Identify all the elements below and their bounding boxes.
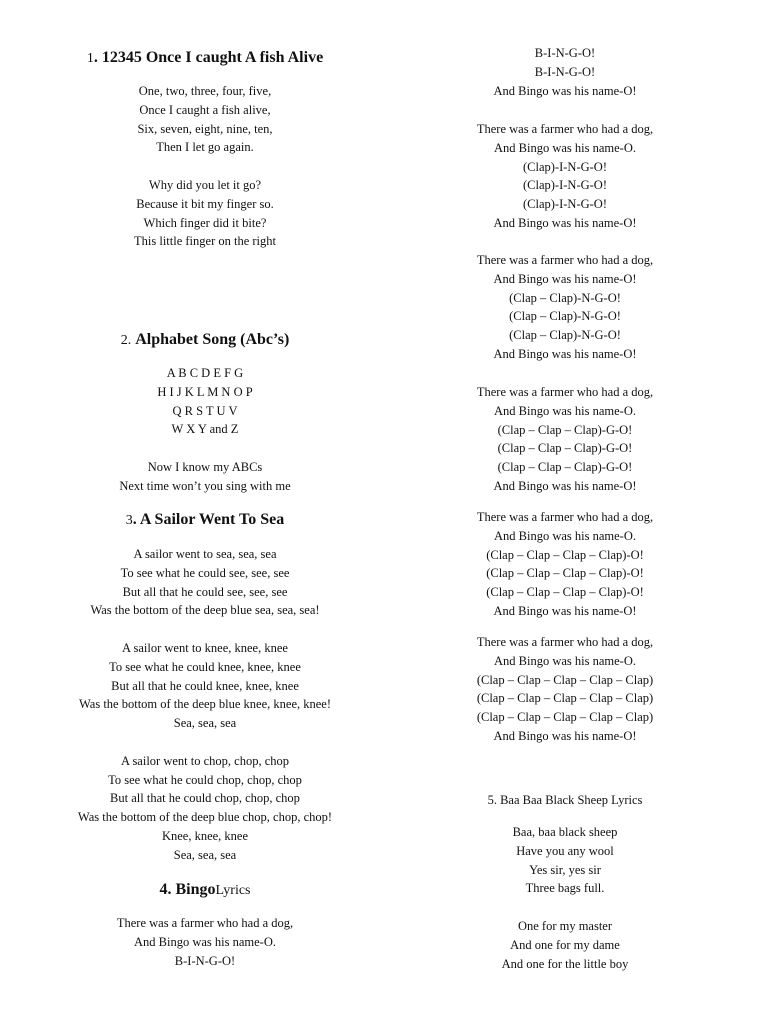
lyric-line: This little finger on the right <box>134 234 276 249</box>
lyric-line: But all that he could chop, chop, chop <box>110 791 300 806</box>
stanza-gap <box>20 439 390 458</box>
lyric-line: One for my master <box>517 918 613 933</box>
lyric-line: Knee, knee, knee <box>161 828 249 843</box>
lyric-line: And one for the little boy <box>501 956 629 971</box>
lyric-line: Six, seven, eight, nine, ten, <box>137 121 273 136</box>
lyric-line: H I J K L M N O P <box>157 384 253 399</box>
song-4-title: 4. BingoLyrics <box>159 881 251 898</box>
lyric-line: (Clap – Clap – Clap – Clap – Clap) <box>476 691 654 706</box>
lyric-line: (Clap – Clap – Clap)-G-O! <box>497 422 633 437</box>
bingo-verse-6 <box>390 633 740 746</box>
lyric-line: And one for my dame <box>510 937 620 952</box>
lyric-line: A sailor went to chop, chop, chop <box>120 753 290 768</box>
lyric-line: Why did you let it go? <box>148 177 262 192</box>
song-3-title: 3. A Sailor Went To Sea <box>125 511 285 528</box>
lyric-line: And Bingo was his name-O. <box>494 653 636 668</box>
lyric-line: (Clap – Clap – Clap – Clap – Clap) <box>476 672 654 687</box>
lyric-line: And Bingo was his name-O. <box>134 934 276 949</box>
lyric-line: (Clap)-I-N-G-O! <box>523 197 607 212</box>
lyric-line: Which finger did it bite? <box>143 215 267 230</box>
lyric-line: Then I let go again. <box>156 140 254 155</box>
song-5-lyrics <box>390 823 740 973</box>
stanza-gap <box>20 620 390 639</box>
lyric-line: Because it bit my finger so. <box>136 196 274 211</box>
lyric-line: And Bingo was his name-O! <box>493 83 637 98</box>
lyric-line: Baa, baa black sheep <box>512 825 618 839</box>
lyric-line: One, two, three, four, five, <box>138 84 272 98</box>
song-3-lyrics <box>20 545 390 865</box>
lyric-line: W X Y and Z <box>171 422 239 437</box>
lyric-line: And Bingo was his name-O! <box>493 728 637 743</box>
lyric-line: There was a farmer who had a dog, <box>476 385 654 399</box>
lyric-line: But all that he could knee, knee, knee <box>111 678 299 693</box>
stanza-gap <box>20 733 390 752</box>
lyric-line: To see what he could knee, knee, knee <box>109 659 301 674</box>
lyric-line: Once I caught a fish alive, <box>139 102 271 117</box>
bingo-verse-4 <box>390 383 740 496</box>
lyric-line: (Clap – Clap – Clap – Clap)-O! <box>486 566 644 581</box>
lyric-line: Was the bottom of the deep blue chop, chop, chop! <box>77 810 333 825</box>
lyric-line: There was a farmer who had a dog, <box>476 253 654 267</box>
lyric-line: And Bingo was his name-O! <box>493 215 637 230</box>
lyric-line: (Clap – Clap – Clap)-G-O! <box>497 441 633 456</box>
lyric-line: There was a farmer who had a dog, <box>476 510 654 524</box>
lyric-line: Next time won’t you sing with me <box>119 478 291 493</box>
lyric-line: Yes sir, yes sir <box>529 862 601 877</box>
lyric-line: And Bingo was his name-O! <box>493 478 637 493</box>
bingo-verse-2 <box>390 120 740 233</box>
lyric-line: A sailor went to sea, sea, sea <box>133 547 277 561</box>
lyric-line: Was the bottom of the deep blue knee, knee, knee! <box>78 697 332 712</box>
bingo-continued-1 <box>390 44 740 100</box>
song-1-title: 1. 12345 Once I caught A fish Alive <box>86 49 324 66</box>
lyric-line: Now I know my ABCs <box>147 459 263 474</box>
lyric-line: (Clap – Clap)-N-G-O! <box>509 290 621 305</box>
lyric-line: (Clap – Clap – Clap – Clap – Clap) <box>476 710 654 725</box>
lyric-line: To see what he could chop, chop, chop <box>108 772 302 787</box>
stanza-gap <box>390 898 740 917</box>
song-2-lyrics <box>20 364 390 496</box>
lyric-line: B-I-N-G-O! <box>534 64 596 79</box>
lyric-line: There was a farmer who had a dog, <box>476 122 654 136</box>
lyric-line: A sailor went to knee, knee, knee <box>122 640 288 655</box>
lyric-line: Q R S T U V <box>172 403 238 418</box>
lyric-line: (Clap – Clap – Clap – Clap)-O! <box>486 585 644 600</box>
lyric-line: Sea, sea, sea <box>173 847 237 862</box>
lyric-line: (Clap)-I-N-G-O! <box>523 159 607 174</box>
lyric-line: Three bags full. <box>525 881 605 896</box>
lyric-line: And Bingo was his name-O. <box>494 528 636 543</box>
lyric-line: And Bingo was his name-O. <box>494 140 636 155</box>
bingo-verse-5 <box>390 508 740 621</box>
lyric-line: There was a farmer who had a dog, <box>476 635 654 649</box>
lyric-line: But all that he could see, see, see <box>122 584 288 599</box>
lyric-line: There was a farmer who had a dog, <box>116 916 294 930</box>
lyric-line: (Clap – Clap – Clap)-G-O! <box>497 460 633 475</box>
song-2-title: 2. Alphabet Song (Abc’s) <box>120 331 290 348</box>
song-4-lyrics <box>20 914 390 970</box>
song-1-lyrics <box>20 82 390 251</box>
lyric-line: And Bingo was his name-O. <box>494 403 636 418</box>
lyric-line: (Clap – Clap – Clap – Clap)-O! <box>486 547 644 562</box>
lyric-line: (Clap)-I-N-G-O! <box>523 178 607 193</box>
song-5-title: 5. Baa Baa Black Sheep Lyrics <box>487 793 643 807</box>
lyric-line: And Bingo was his name-O! <box>493 271 637 286</box>
lyric-line: To see what he could see, see, see <box>120 565 290 580</box>
lyric-line: A B C D E F G <box>166 366 244 380</box>
stanza-gap <box>20 157 390 176</box>
lyric-line: And Bingo was his name-O! <box>493 346 637 361</box>
lyric-line: Sea, sea, sea <box>173 716 237 731</box>
lyric-line: (Clap – Clap)-N-G-O! <box>509 309 621 324</box>
lyric-line: Was the bottom of the deep blue sea, sea, sea! <box>90 603 320 618</box>
lyric-line: (Clap – Clap)-N-G-O! <box>509 328 621 343</box>
lyric-line: Have you any wool <box>516 843 614 858</box>
lyric-line: B-I-N-G-O! <box>534 46 596 60</box>
bingo-verse-3 <box>390 251 740 364</box>
lyric-line: B-I-N-G-O! <box>174 953 236 968</box>
lyric-line: And Bingo was his name-O! <box>493 603 637 618</box>
